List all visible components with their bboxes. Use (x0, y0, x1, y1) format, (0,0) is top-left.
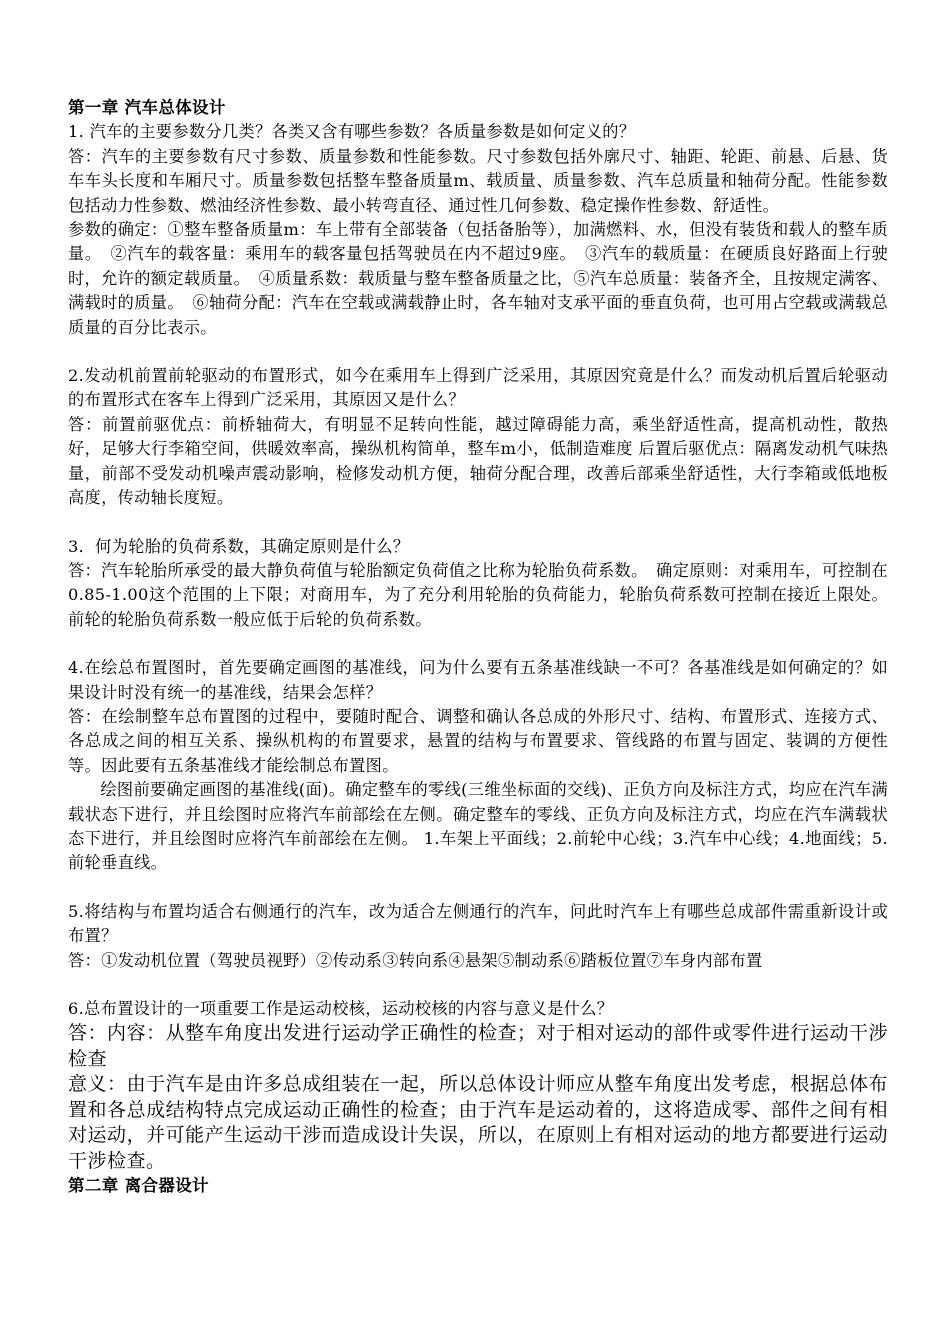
answer-3: 答：汽车轮胎所承受的最大静负荷值与轮胎额定负荷值之比称为轮胎负荷系数。 确定原则：对乘用车，可控制在0.85-1.00这个范围的上下限；对商用车，为了充分利用轮胎的负荷能力，轮胎负荷系数可控制在接近上限处。前轮的轮胎负荷系数一般应低于后轮的负荷系数。 (68, 560, 888, 629)
answer-6-content: 答：内容：从整车角度出发进行运动学正确性的检查；对于相对运动的部件或零件进行运动干涉检查 (68, 1022, 888, 1070)
answer-5: 答：①发动机位置（驾驶员视野）②传动系③转向系④悬架⑤制动系⑥踏板位置⑦车身内部布置 (68, 950, 763, 970)
chapter-2-title: 第二章 离合器设计 (68, 1176, 209, 1196)
answer-4-detail: 绘图前要确定画图的基准线(面)。确定整车的零线(三维坐标面的交线)、正负方向及标注方式，均应在汽车满载状态下进行，并且绘图时应将汽车前部绘在左侧。确定整车的零线、正负方向及标注方式，均应在汽车满载状态下进行，并且绘图时应将汽车前部绘在左侧。 1.车架上平面线；2.前轮中心线；3.汽车中心线；4.地面线；5.前轮垂直线。 (68, 780, 888, 873)
question-3: 3．何为轮胎的负荷系数，其确定原则是什么？ (68, 536, 410, 556)
question-2: 2.发动机前置前轮驱动的布置形式，如今在乘用车上得到广泛采用，其原因究竟是什么？而发动机后置后轮驱动的布置形式在客车上得到广泛采用，其原因又是什么？ (68, 366, 888, 410)
answer-1: 答：汽车的主要参数有尺寸参数、质量参数和性能参数。尺寸参数包括外廓尺寸、轴距、轮距、前悬、后悬、货车车头长度和车厢尺寸。质量参数包括整车整备质量m、载质量、质量参数、汽车总质量和轴荷分配。性能参数包括动力性参数、燃油经济性参数、最小转弯直径、通过性几何参数、稳定操作性参数、舒适性。 (68, 146, 888, 215)
document-page (68, 96, 888, 1199)
question-5: 5.将结构与布置均适合右侧通行的汽车，改为适合左侧通行的汽车，问此时汽车上有哪些总成部件需重新设计或布置？ (68, 901, 888, 946)
answer-1-detail: 参数的确定：①整车整备质量m：车上带有全部装备（包括备胎等），加满燃料、水，但没有装货和载人的整车质量。 ②汽车的载客量：乘用车的载客量包括驾驶员在内不超过9座。 ③汽车的载质量：在硬质良好路面上行驶时，允许的额定载质量。 ④质量系数：载质量与整车整备质量之比，⑤汽车总质量：装备齐全，且按规定满客、满载时的质量。 ⑥轴荷分配：汽车在空载或满载静止时，各车轴对支承平面的垂直负荷，也可用占空载或满载总质量的百分比表示。 (68, 220, 888, 337)
answer-4: 答：在绘制整车总布置图的过程中，要随时配合、调整和确认各总成的外形尺寸、结构、布置形式、连接方式、各总成之间的相互关系、操纵机构的布置要求，悬置的结构与布置要求、管线路的布置与固定、装调的方便性等。因此要有五条基准线才能绘制总布置图。 (68, 706, 888, 775)
answer-6-meaning: 意义：由于汽车是由许多总成组装在一起，所以总体设计师应从整车角度出发考虑，根据总体布置和各总成结构特点完成运动正确性的检查；由于汽车是运动着的，这将造成零、部件之间有相对运动，并可能产生运动干涉而造成设计失误，所以，在原则上有相对运动的地方都要进行运动干涉检查。 (68, 1073, 888, 1172)
question-4: 4.在绘总布置图时，首先要确定画图的基准线，问为什么要有五条基准线缺一不可？各基准线是如何确定的？如果设计时没有统一的基准线，结果会怎样？ (68, 658, 888, 702)
answer-2: 答：前置前驱优点：前桥轴荷大，有明显不足转向性能，越过障碍能力高，乘坐舒适性高，提高机动性，散热好，足够大行李箱空间，供暖效率高，操纵机构简单，整车m小，低制造难度 后置后驱优点：隔离发动机气味热量，前部不受发动机噪声震动影响，检修发动机方便，轴荷分配合理，改善后部乘坐舒适性，大行李箱或低地板高度，传动轴长度短。 (68, 414, 888, 508)
question-1: 1. 汽车的主要参数分几类？各类又含有哪些参数？各质量参数是如何定义的？ (68, 122, 636, 142)
question-6: 6.总布置设计的一项重要工作是运动校核，运动校核的内容与意义是什么？ (68, 999, 614, 1018)
chapter-1-title: 第一章 汽车总体设计 (68, 98, 226, 117)
